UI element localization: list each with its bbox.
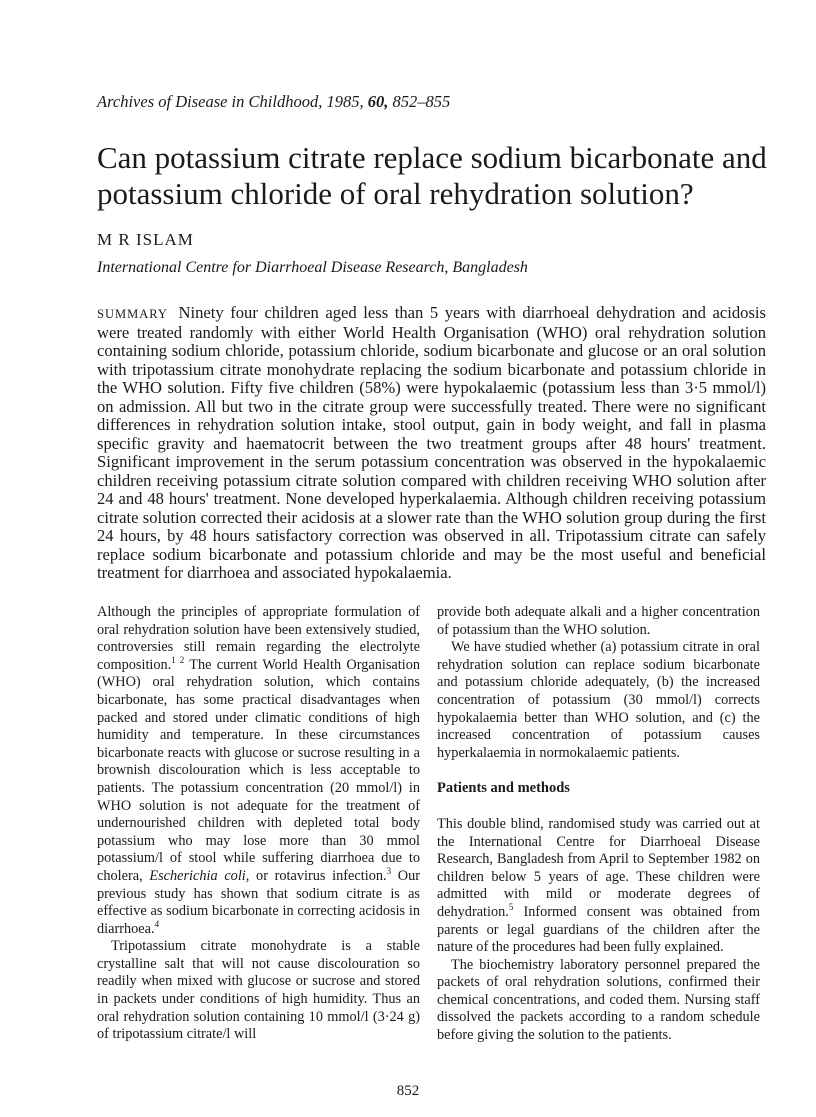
journal-volume: 60,	[367, 92, 389, 111]
journal-citation	[97, 92, 717, 112]
journal-pages: 852–855	[392, 92, 451, 111]
intro-text-c: or rotavirus infection.	[249, 867, 387, 884]
page-number: 852	[396, 1083, 420, 1099]
reference-3: 3	[386, 866, 392, 877]
methods-paragraph-1	[437, 816, 760, 957]
intro-paragraph-3: provide both adequate alkali and a higher concentration of potassium than the WHO solution.	[437, 604, 760, 638]
methods-text-b: Informed consent was obtained from parents or legal guardians of the children after the nature of the procedures had been fully explained.	[437, 903, 760, 956]
author-affiliation: International Centre for Diarrhoeal Disease Research, Bangladesh	[97, 259, 528, 276]
methods-paragraph-2: The biochemistry laboratory personnel prepared the packets of oral rehydration solutions, confirmed their chemical concentrations, and coded them. Nursing staff dissolved the packets according to a random schedule before giving the solution to the patients.	[437, 956, 760, 1044]
intro-text-d: Our previous study has shown that sodium citrate is as effective as sodium bicarbonate in correcting acidosis in diarrhoea.	[97, 867, 420, 937]
reference-4: 4	[154, 918, 160, 929]
reference-5: 5	[508, 902, 514, 913]
summary-label: SUMMARY	[97, 307, 168, 321]
journal-name: Archives of Disease in Childhood,	[97, 92, 323, 111]
intro-paragraph-1	[97, 604, 420, 938]
intro-paragraph-2: Tripotassium citrate monohydrate is a stable crystalline salt that will not cause discolouration so readily when mixed with glucose or sucrose and stored in packets under conditions of high humidity. Thus an oral rehydration solution containing 10 mmol/l (3·24 g) of tripotassium citrate/l will	[97, 938, 420, 1043]
section-heading-methods: Patients and methods	[437, 780, 570, 797]
intro-text-a: Although the principles of appropriate formulation of oral rehydration solution have been extensively studied, controversies still remain regarding the electrolyte composition.	[97, 604, 420, 673]
reference-1-2: 1 2	[171, 655, 185, 666]
summary-block	[97, 304, 766, 583]
article-title: Can potassium citrate replace sodium bicarbonate and potassium chloride of oral rehydration solution?	[97, 140, 767, 211]
body-column-left	[97, 604, 420, 1044]
journal-year: 1985,	[326, 92, 364, 111]
intro-text-b: The current World Health Organisation (WHO) oral rehydration solution, which contains bicarbonate, has some practical disadvantages when packed and stored under climatic conditions of high humidity and temperature. In these circumstances bicarbonate reacts with glucose or sucrose resulting in a brownish discolouration which is less acceptable to patients. The potassium concentration (20 mmol/l) in WHO solution is not adequate for the treatment of undernourished children with depleted total body potassium who may lose more than 30 mmol potassium/l of stool while suffering diarrhoea due to cholera,	[97, 656, 421, 884]
author-name: M R ISLAM	[97, 230, 194, 249]
organism-name: Escherichia coli,	[149, 867, 250, 884]
methods-text-a: This double blind, randomised study was carried out at the International Centre for Diarrhoeal Disease Research, Bangladesh from April to September 1982 on children below 5 years of age. These children were admitted with mild or moderate degrees of dehydration.	[437, 815, 760, 920]
intro-paragraph-4: We have studied whether (a) potassium citrate in oral rehydration solution can replace sodium bicarbonate and potassium chloride adequately, (b) the increased concentration of potassium (30 mmol/l) corrects hypokalaemia better than WHO solution, and (c) the increased concentration of potassium causes hyperkalaemia in normokalaemic patients.	[437, 639, 760, 761]
body-column-right	[437, 604, 760, 1045]
summary-text: Ninety four children aged less than 5 years with diarrhoeal dehydration and acidosis were treated randomly with either World Health Organisation (WHO) oral rehydration solution containing sodium chloride, potassium chloride, sodium bicarbonate and glucose or an oral solution with tripotassium citrate monohydrate replacing the sodium bicarbonate and potassium chloride in the WHO solution. Fifty five children (58%) were hypokalaemic (potassium less than 3·5 mmol/l) on admission. All but two in the citrate group were successfully treated. There were no significant differences in rehydration solution intake, stool output, gain in body weight, and fall in plasma specific gravity and haematocrit between the two treatment groups after 48 hours' treatment. Significant improvement in the serum potassium concentration was observed in the hypokalaemic children receiving potassium citrate solution compared with children receiving WHO solution after 24 and 48 hours' treatment. None developed hyperkalaemia. Although children receiving potassium citrate solution corrected their acidosis at a slower rate than the WHO solution group during the first 24 hours, by 48 hours satisfactory correction was observed in all. Tripotassium citrate can safely replace sodium bicarbonate and potassium chloride and may be the most useful and beneficial treatment for diarrhoea and associated hypokalaemia.	[97, 303, 767, 582]
